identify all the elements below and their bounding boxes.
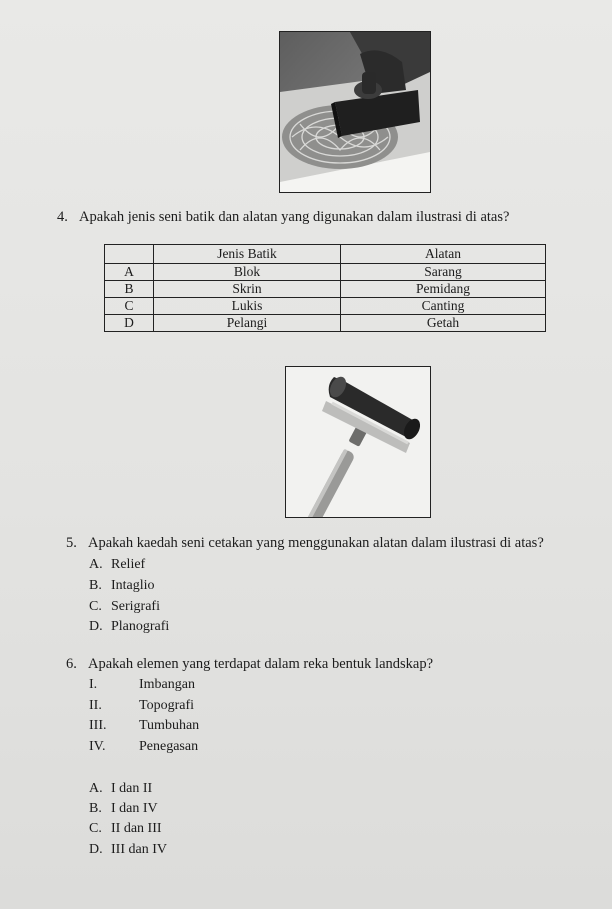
option-text: Serigrafi — [111, 599, 160, 614]
statement-roman: IV. — [89, 739, 106, 754]
option-text: III dan IV — [111, 842, 167, 857]
option-letter: B. — [89, 801, 102, 816]
table-cell-alatan: Canting — [341, 298, 546, 315]
statement-roman: I. — [89, 677, 98, 692]
option-a[interactable] — [89, 557, 145, 573]
option-letter: D. — [89, 619, 103, 634]
statement-text: Penegasan — [139, 739, 199, 754]
statement-item — [89, 718, 199, 734]
option-letter: B. — [89, 578, 102, 593]
question-text: Apakah jenis seni batik dan alatan yang digunakan dalam ilustrasi di atas? — [79, 209, 510, 225]
option-letter: A. — [89, 557, 103, 572]
statement-roman: III. — [89, 718, 107, 733]
statement-item — [89, 739, 198, 755]
option-d[interactable] — [89, 842, 167, 858]
table-cell-key: B — [105, 281, 154, 298]
question-number: 5. — [66, 535, 77, 551]
table-header-cell: Jenis Batik — [154, 245, 341, 264]
option-letter: C. — [89, 599, 102, 614]
table-header-cell: Alatan — [341, 245, 546, 264]
option-b[interactable] — [89, 578, 155, 594]
option-c[interactable] — [89, 821, 162, 837]
table-cell-key: C — [105, 298, 154, 315]
question-number: 4. — [57, 209, 68, 225]
table-cell-jenis: Skrin — [154, 281, 341, 298]
option-c[interactable] — [89, 599, 160, 615]
table-cell-alatan: Sarang — [341, 264, 546, 281]
table-row — [105, 298, 546, 315]
option-text: Planografi — [111, 619, 170, 634]
option-letter: C. — [89, 821, 102, 836]
table-cell-jenis: Pelangi — [154, 315, 341, 332]
roller-photo — [285, 366, 431, 518]
statement-item — [89, 698, 194, 714]
table-cell-jenis: Lukis — [154, 298, 341, 315]
batik-answer-table — [104, 244, 546, 332]
option-d[interactable] — [89, 619, 169, 635]
ink-roller-illustration — [286, 367, 430, 517]
table-cell-alatan: Getah — [341, 315, 546, 332]
question-text: Apakah elemen yang terdapat dalam reka bentuk landskap? — [88, 656, 434, 672]
option-text: Relief — [111, 557, 146, 572]
table-row — [105, 264, 546, 281]
table-header-cell — [105, 245, 154, 264]
option-a[interactable] — [89, 781, 152, 797]
question-5 — [66, 535, 544, 552]
option-b[interactable] — [89, 801, 158, 817]
option-text: I dan IV — [111, 801, 158, 816]
table-cell-key: D — [105, 315, 154, 332]
option-text: II dan III — [111, 821, 162, 836]
table-cell-key: A — [105, 264, 154, 281]
option-text: I dan II — [111, 781, 153, 796]
statement-text: Imbangan — [139, 677, 195, 692]
batik-block-photo — [279, 31, 431, 193]
option-text: Intaglio — [111, 578, 155, 593]
table-row — [105, 315, 546, 332]
question-4 — [57, 209, 509, 226]
option-letter: A. — [89, 781, 103, 796]
statement-item — [89, 677, 195, 693]
table-cell-alatan: Pemidang — [341, 281, 546, 298]
question-6 — [66, 656, 433, 673]
statement-roman: II. — [89, 698, 102, 713]
table-cell-jenis: Blok — [154, 264, 341, 281]
table-header-row — [105, 245, 546, 264]
statement-text: Tumbuhan — [139, 718, 200, 733]
statement-text: Topografi — [139, 698, 195, 713]
question-text: Apakah kaedah seni cetakan yang menggunakan alatan dalam ilustrasi di atas? — [88, 535, 544, 551]
question-number: 6. — [66, 656, 77, 672]
table-row — [105, 281, 546, 298]
batik-block-illustration — [280, 32, 430, 192]
option-letter: D. — [89, 842, 103, 857]
